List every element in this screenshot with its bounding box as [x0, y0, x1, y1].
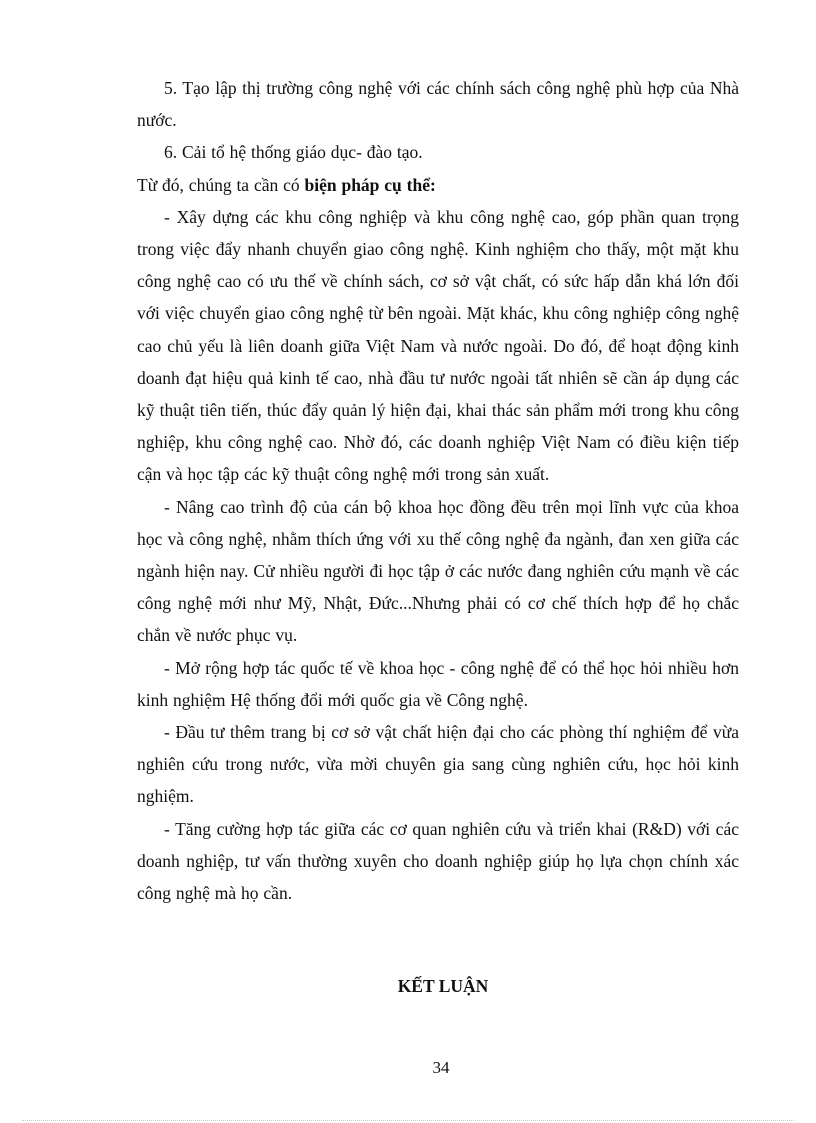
intro-lead: Từ đó, chúng ta cần có [137, 174, 305, 195]
paragraph-staff-training: - Nâng cao trình độ của cán bộ khoa học đồng đều trên mọi lĩnh vực của khoa học và công nghệ, nhằm thích ứng với xu thế công nghệ đa ngành, đan xen giữa các ngành hiện nay. Cử nhiều người đi học tập ở các nước đang nghiên cứu mạnh về các công nghệ mới như Mỹ, Nhật, Đức...Nhưng phải có cơ chế thích hợp để họ chắc chắn về nước phục vụ. [137, 496, 739, 646]
paragraph-rd-cooperation: - Tăng cường hợp tác giữa các cơ quan nghiên cứu và triển khai (R&D) với các doanh nghiệp, tư vấn thường xuyên cho doanh nghiệp giúp họ lựa chọn chính xác công nghệ mà họ cần. [137, 818, 739, 904]
paragraph-lab-investment: - Đầu tư thêm trang bị cơ sở vật chất hiện đại cho các phòng thí nghiệm để vừa nghiên cứu trong nước, vừa mời chuyên gia sang cùng nghiên cứu, học hỏi kinh nghiệm. [137, 722, 739, 807]
measures-intro [137, 169, 739, 201]
paragraph-item-5: 5. Tạo lập thị trường công nghệ với các chính sách công nghệ phù hợp của Nhà nước. [137, 78, 739, 131]
paragraph-item-6: 6. Cải tổ hệ thống giáo dục- đào tạo. [164, 142, 423, 163]
section-heading: KẾT LUẬN [397, 976, 489, 996]
intro-emphasis: biện pháp cụ thể: [304, 174, 436, 195]
document-page [137, 72, 739, 1077]
page-bottom-divider [22, 1120, 794, 1121]
paragraph-industrial-zones: - Xây dựng các khu công nghiệp và khu công nghệ cao, góp phần quan trọng trong việc đẩy nhanh chuyển giao công nghệ. Kinh nghiệm cho thấy, một mặt khu công nghệ cao có ưu thế về chính sách, cơ sở vật chất, có sức hấp dẫn khá lớn đối với việc chuyển giao công nghệ từ bên ngoài. Mặt khác, khu công nghiệp công nghệ cao chủ yếu là liên doanh giữa Việt Nam và nước ngoài. Do đó, để hoạt động kinh doanh đạt hiệu quả kinh tế cao, nhà đầu tư nước ngoài tất nhiên sẽ cần áp dụng các kỹ thuật tiên tiến, thúc đẩy quản lý hiện đại, khai thác sản phẩm mới trong khu công nghiệp, khu công nghệ cao. Nhờ đó, các doanh nghiệp Việt Nam có điều kiện tiếp cận và học tập các kỹ thuật công nghệ mới trong sản xuất. [137, 206, 739, 485]
page-number: 34 [432, 1058, 450, 1077]
paragraph-international-cooperation: - Mở rộng hợp tác quốc tế về khoa học - công nghệ để có thể học hỏi nhiều hơn kinh nghiệm Hệ thống đổi mới quốc gia về Công nghệ. [137, 657, 739, 710]
